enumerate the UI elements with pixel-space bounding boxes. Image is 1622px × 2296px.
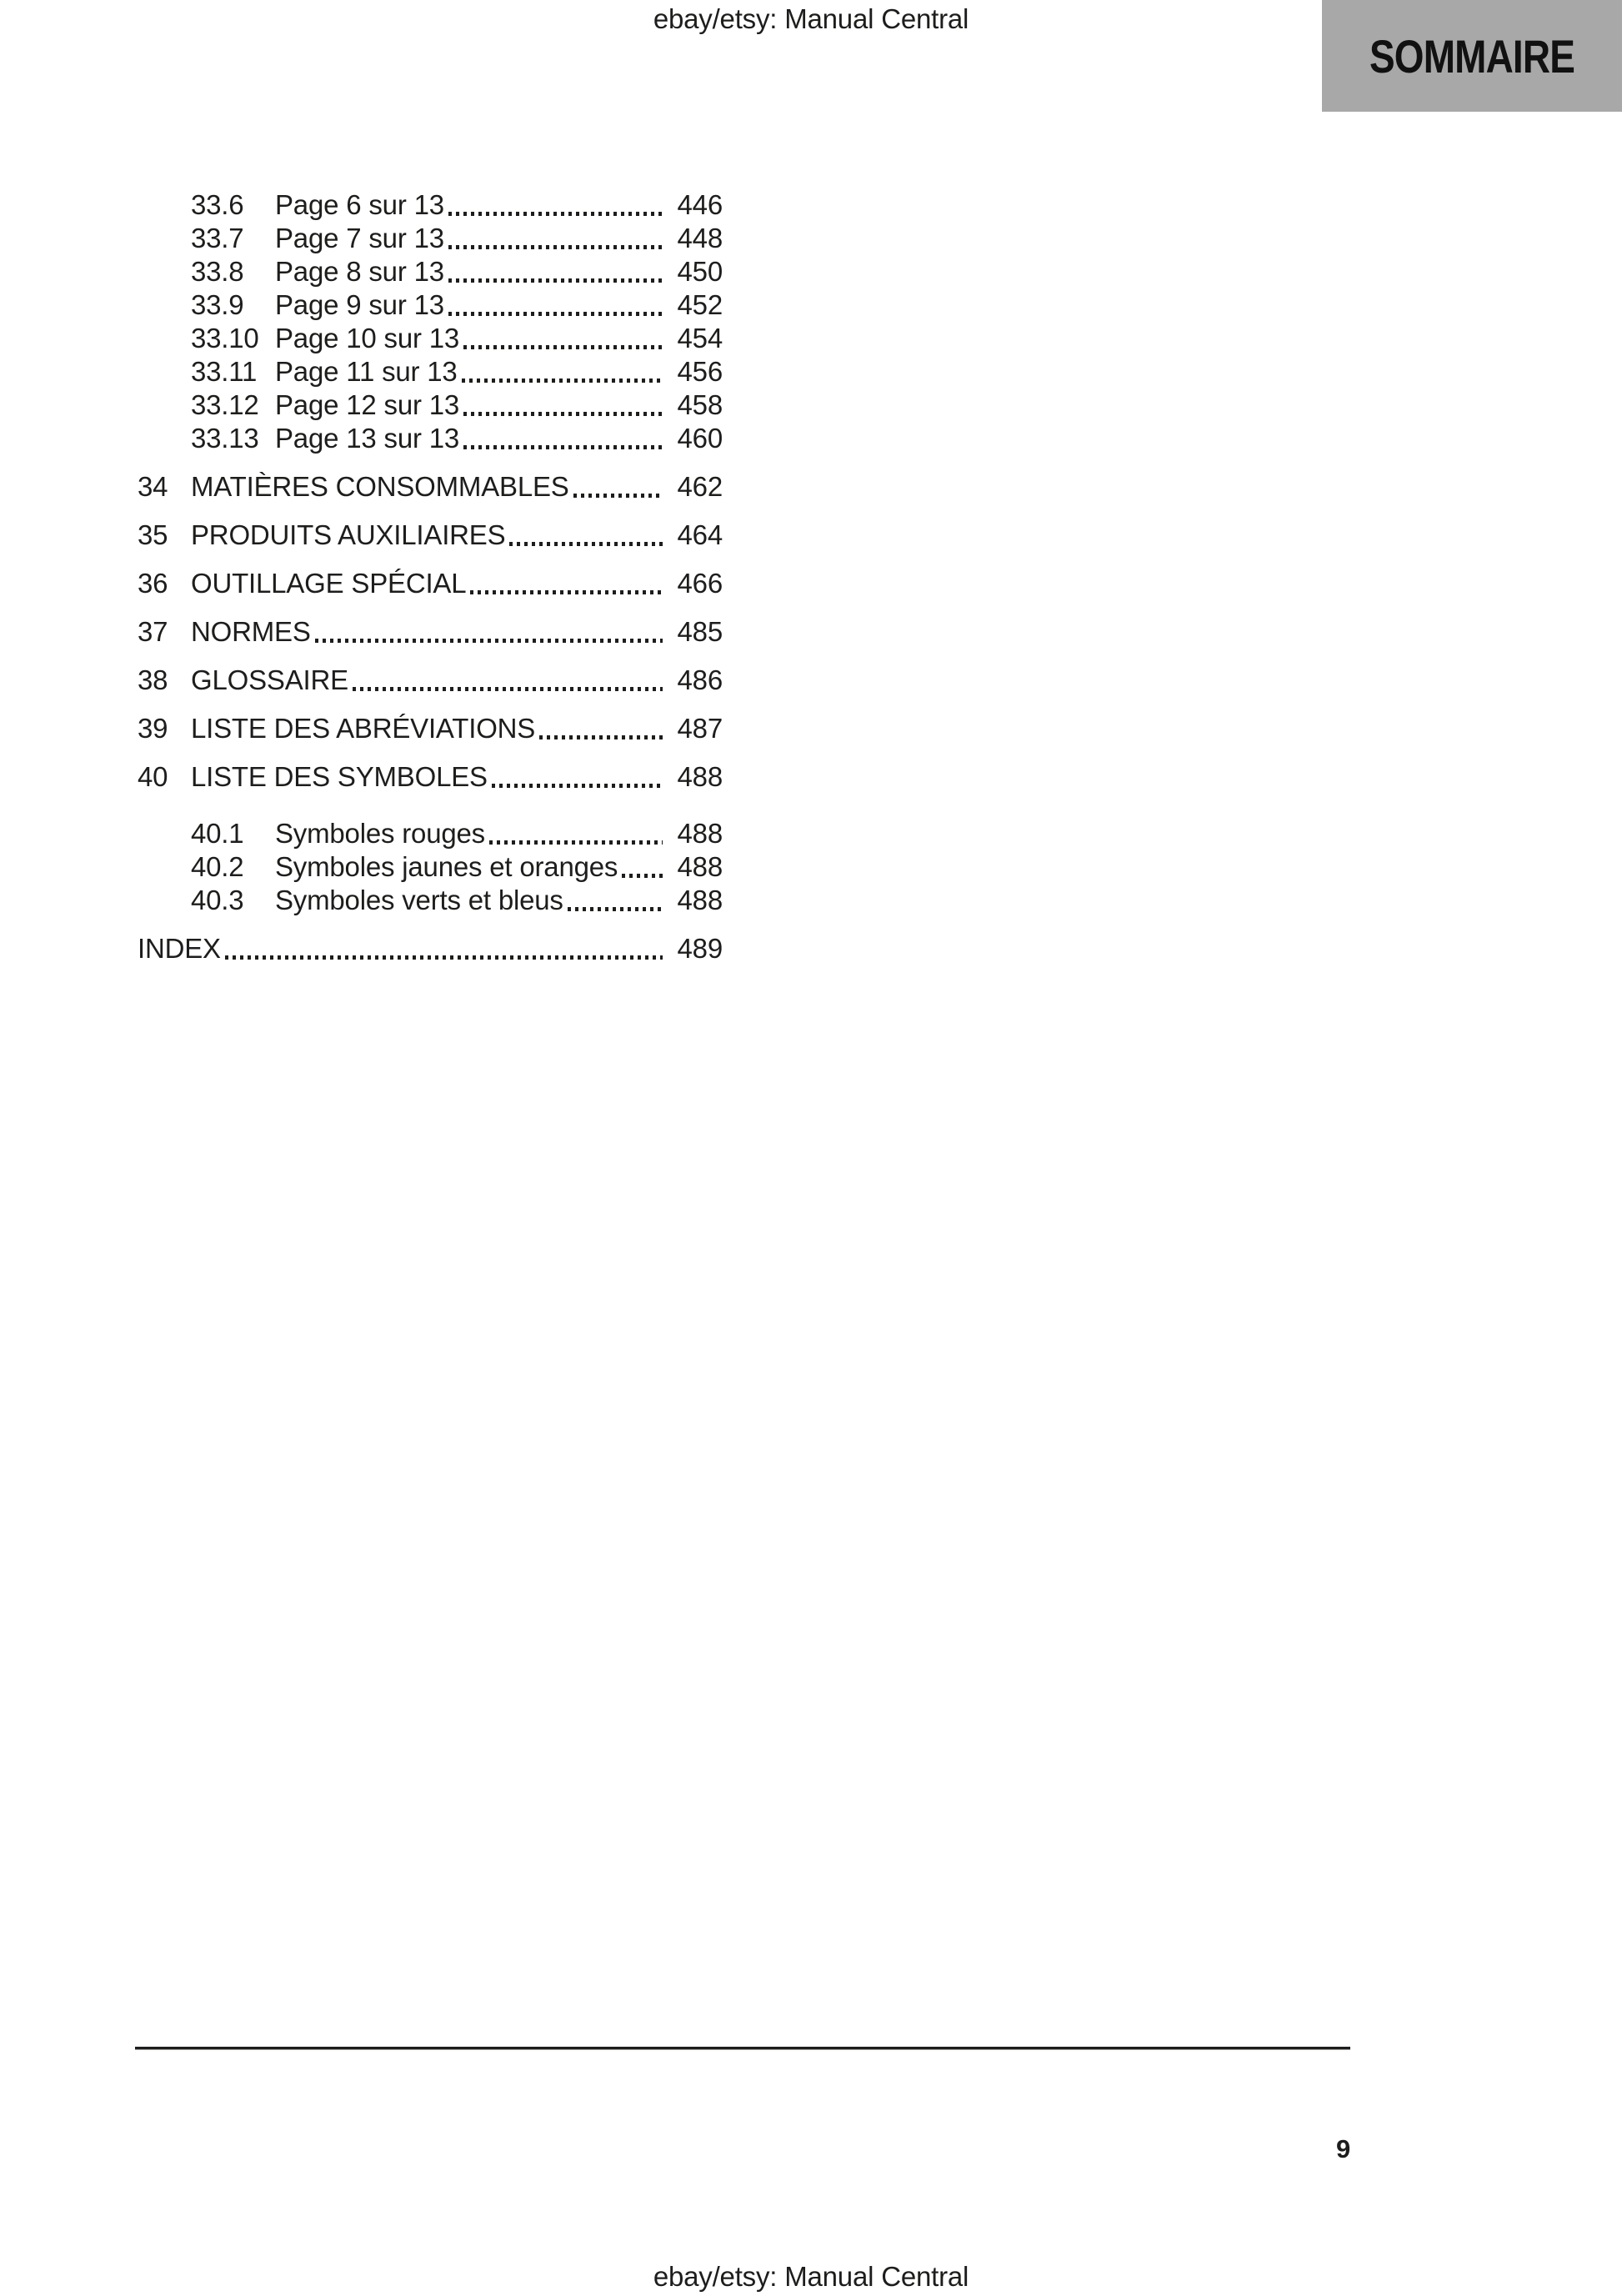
toc-entry (138, 884, 723, 917)
toc-entry-page: 460 (677, 423, 723, 454)
toc-entry (138, 322, 723, 355)
toc-entry-page: 456 (677, 356, 723, 387)
toc-entry (138, 422, 723, 455)
toc-entry (138, 355, 723, 389)
dot-leader (573, 494, 663, 498)
toc-entry-number: 33.6 (191, 189, 244, 220)
toc-entry-label: Symboles rouges (275, 818, 485, 849)
toc-entry (138, 288, 723, 322)
toc-entry (138, 932, 723, 965)
toc-entry (138, 188, 723, 222)
page-number: 9 (1335, 2134, 1350, 2163)
toc-entry-page: 466 (677, 568, 723, 599)
dot-leader (448, 245, 663, 249)
footer-title: ebay/etsy: Manual Central (653, 2261, 969, 2292)
toc-entry-page: 458 (677, 389, 723, 420)
dot-leader (492, 784, 663, 788)
toc-entry-number: 33.8 (191, 256, 244, 287)
dot-leader (463, 345, 663, 349)
toc-entry (138, 567, 723, 600)
toc-entry-label: NORMES (191, 616, 311, 647)
toc-entry (138, 712, 723, 745)
dot-leader (448, 278, 663, 283)
toc-entry-page: 448 (677, 223, 723, 253)
toc-entry-label: MATIÈRES CONSOMMABLES (191, 471, 569, 502)
toc-entry-number: 37 (138, 616, 168, 647)
toc-entry-number: 33.10 (191, 323, 259, 353)
toc-entry-page: 488 (677, 885, 723, 915)
toc-entry-label: Page 11 sur 13 (275, 356, 458, 387)
toc-entry-number: 40.1 (191, 818, 244, 849)
toc-entry-label: Page 8 sur 13 (275, 256, 444, 287)
toc-entry-page: 446 (677, 189, 723, 220)
toc-entry-page: 454 (677, 323, 723, 353)
toc-entry-number: 38 (138, 664, 168, 695)
toc-entry-label: Symboles jaunes et oranges (275, 851, 618, 882)
dot-leader (463, 445, 663, 449)
toc-entry (138, 817, 723, 850)
toc-entry-label: Page 13 sur 13 (275, 423, 460, 454)
toc-entry-page: 464 (677, 519, 723, 550)
toc-entry-page: 450 (677, 256, 723, 287)
dot-leader (315, 639, 663, 643)
dot-leader (539, 735, 663, 739)
toc-entry-number: 33.11 (191, 356, 258, 387)
toc-entry-label: PRODUITS AUXILIAIRES (191, 519, 506, 550)
toc-entry-label: Page 12 sur 13 (275, 389, 460, 420)
toc-entry-number: 39 (138, 713, 168, 744)
dot-leader (568, 907, 663, 911)
table-of-contents (138, 188, 723, 965)
toc-entry-label: OUTILLAGE SPÉCIAL (191, 568, 467, 599)
toc-entry-number: 33.12 (191, 389, 259, 420)
footer-rule (135, 2047, 1350, 2050)
toc-entry-label: Symboles verts et bleus (275, 885, 563, 915)
toc-entry (138, 222, 723, 255)
toc-entry-label: INDEX (138, 933, 221, 964)
dot-leader (509, 542, 663, 546)
toc-entry-number: 36 (138, 568, 168, 599)
toc-entry-page: 488 (677, 818, 723, 849)
toc-entry-page: 487 (677, 713, 723, 744)
sommaire-tab (1322, 0, 1622, 112)
toc-entry-page: 485 (677, 616, 723, 647)
toc-entry-number: 33.13 (191, 423, 259, 454)
dot-leader (225, 955, 663, 960)
toc-entry-number: 40 (138, 761, 168, 792)
toc-entry-number: 33.7 (191, 223, 244, 253)
dot-leader (353, 687, 663, 691)
toc-entry (138, 255, 723, 288)
toc-entry-page: 486 (677, 664, 723, 695)
dot-leader (489, 840, 663, 845)
toc-entry (138, 389, 723, 422)
toc-entry-number: 35 (138, 519, 168, 550)
dot-leader (462, 378, 663, 383)
toc-entry-page: 488 (677, 761, 723, 792)
toc-entry-number: 40.2 (191, 851, 244, 882)
toc-entry-label: GLOSSAIRE (191, 664, 348, 695)
toc-entry-number: 33.9 (191, 289, 244, 320)
dot-leader (448, 212, 663, 216)
toc-entry-label: Page 7 sur 13 (275, 223, 444, 253)
toc-entry-page: 488 (677, 851, 723, 882)
toc-entry-label: LISTE DES SYMBOLES (191, 761, 488, 792)
toc-entry (138, 615, 723, 649)
toc-entry (138, 519, 723, 552)
toc-entry-page: 452 (677, 289, 723, 320)
toc-entry (138, 470, 723, 504)
sommaire-tab-label: SOMMAIRE (1369, 29, 1574, 83)
header-title: ebay/etsy: Manual Central (653, 3, 969, 34)
toc-entry-label: Page 6 sur 13 (275, 189, 444, 220)
toc-entry-page: 462 (677, 471, 723, 502)
toc-entry-number: 34 (138, 471, 168, 502)
toc-entry (138, 664, 723, 697)
toc-entry-number: 40.3 (191, 885, 244, 915)
dot-leader (463, 412, 663, 416)
toc-entry-page: 489 (677, 933, 723, 964)
toc-entry (138, 850, 723, 884)
toc-entry-label: Page 10 sur 13 (275, 323, 460, 353)
toc-entry-label: Page 9 sur 13 (275, 289, 444, 320)
dot-leader (448, 312, 663, 316)
toc-entry (138, 760, 723, 794)
dot-leader (622, 874, 663, 878)
toc-entry-label: LISTE DES ABRÉVIATIONS (191, 713, 536, 744)
dot-leader (470, 590, 663, 594)
